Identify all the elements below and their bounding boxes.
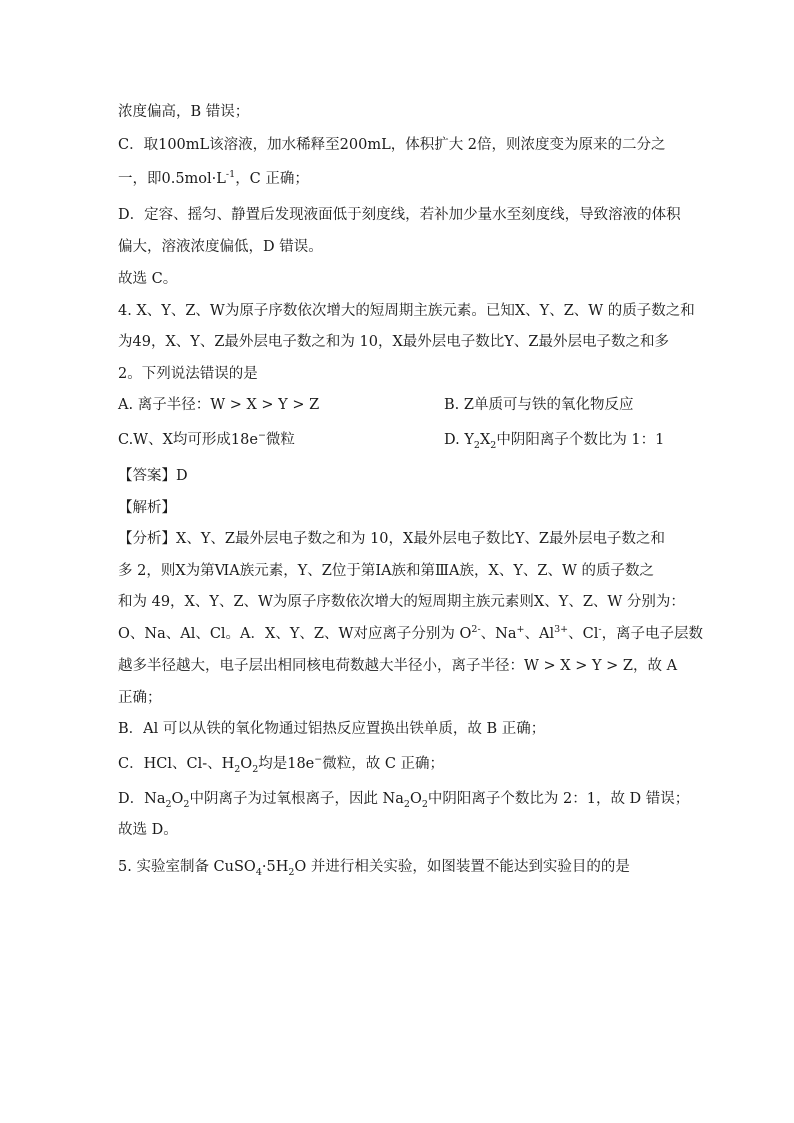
superscript: 3+ xyxy=(554,624,569,636)
text: ，C 正确； xyxy=(235,171,309,187)
text: 偏大，溶液浓度偏低，D 错误。 xyxy=(118,239,323,255)
superscript: 2- xyxy=(471,624,481,636)
subscript: 2 xyxy=(403,798,410,810)
analysis-line xyxy=(118,820,178,840)
analysis-label xyxy=(118,498,176,518)
option-a xyxy=(118,395,319,415)
subscript: 2 xyxy=(288,866,295,878)
option-b xyxy=(444,395,633,415)
text: 、Al xyxy=(524,626,555,642)
analysis-line xyxy=(118,789,689,809)
text: 、Cl xyxy=(568,626,599,642)
text: D. Y xyxy=(444,432,474,448)
text: B．Al 可以从铁的氧化物通过铝热反应置换出铁单质，故 B 正确； xyxy=(118,721,546,737)
analysis-line xyxy=(118,754,444,774)
text: 5. 实验室制备 CuSO xyxy=(118,859,256,875)
analysis-line xyxy=(118,561,654,581)
text: 中阴阳离子个数比为 1：1 xyxy=(496,432,665,448)
question-5-line xyxy=(118,857,630,877)
text: D．Na xyxy=(118,791,166,807)
text: 一，即0.5mol·L xyxy=(118,171,226,187)
subscript: 2 xyxy=(490,439,497,451)
question-4-line xyxy=(118,332,669,352)
text: 越多半径越大，电子层出相同核电荷数越大半径小，离子半径：W > X > Y > Z，故 A xyxy=(118,658,678,674)
superscript: + xyxy=(516,624,525,636)
text-line xyxy=(118,269,177,289)
text-line xyxy=(118,135,666,155)
text: 、Na xyxy=(480,626,517,642)
question-4-line xyxy=(118,364,258,384)
subscript: 2 xyxy=(165,798,172,810)
superscript: − xyxy=(314,754,323,766)
option-c xyxy=(118,430,295,450)
text: 正确； xyxy=(118,690,162,706)
text: O 并进行相关实验，如图装置不能达到实验目的的是 xyxy=(294,859,630,875)
analysis-line xyxy=(118,592,685,612)
text: 【分析】X、Y、Z最外层电子数之和为 10，X最外层电子数比Y、Z最外层电子数之和 xyxy=(118,531,665,547)
text: 为49，X、Y、Z最外层电子数之和为 10，X最外层电子数比Y、Z最外层电子数之和多 xyxy=(118,334,669,350)
text: 故选 D。 xyxy=(118,822,178,838)
text: O、Na、Al、Cl。A．X、Y、Z、W对应离子分别为 O xyxy=(118,626,472,642)
subscript: 2 xyxy=(183,798,190,810)
text: 多 2，则X为第ⅥA族元素，Y、Z位于第ⅠA族和第ⅢA族，X、Y、Z、W 的质子数之 xyxy=(118,563,654,579)
text-line xyxy=(118,102,249,122)
text: 【答案】D xyxy=(118,468,188,484)
question-4-line xyxy=(118,301,695,321)
subscript: 2 xyxy=(473,439,480,451)
text: O xyxy=(240,756,253,772)
subscript: 2 xyxy=(252,763,259,775)
text-line xyxy=(118,237,323,257)
text: 均是18e xyxy=(258,756,315,772)
text: 【解析】 xyxy=(118,500,176,516)
text: A. 离子半径：W > X > Y > Z xyxy=(118,397,320,413)
analysis-line xyxy=(118,624,703,644)
text: 4. X、Y、Z、W为原子序数依次增大的短周期主族元素。已知X、Y、Z、W 的质子数之和 xyxy=(118,303,695,319)
text: D．定容、摇匀、静置后发现液面低于刻度线，若补加少量水至刻度线，导致溶液的体积 xyxy=(118,207,681,223)
text: 和为 49，X、Y、Z、W为原子序数依次增大的短周期主族元素则X、Y、Z、W 分别为： xyxy=(118,594,685,610)
text: X xyxy=(479,432,491,448)
subscript: 2 xyxy=(421,798,428,810)
text: B. Z单质可与铁的氧化物反应 xyxy=(444,397,634,413)
analysis-line xyxy=(118,529,665,549)
text-line xyxy=(118,169,309,189)
superscript: - xyxy=(598,624,602,636)
subscript: 2 xyxy=(234,763,241,775)
text: C．HCl、Cl-、H xyxy=(118,756,235,772)
text: 故选 C。 xyxy=(118,271,178,287)
text-line xyxy=(118,205,681,225)
text: ，离子电子层数 xyxy=(601,626,704,642)
text: ·5H xyxy=(261,859,289,875)
text: O xyxy=(171,791,184,807)
text: C．取100mL该溶液，加水稀释至200mL，体积扩大 2倍，则浓度变为原来的二分之 xyxy=(118,137,666,153)
text: 2。下列说法错误的是 xyxy=(118,366,258,382)
text: O xyxy=(409,791,422,807)
text: 中阴阳离子个数比为 2：1，故 D 错误； xyxy=(427,791,690,807)
text: 微粒 xyxy=(265,432,295,448)
superscript: − xyxy=(257,430,266,442)
text: 浓度偏高，B 错误； xyxy=(118,104,250,120)
text: C.W、X均可形成18e xyxy=(118,432,258,448)
analysis-line xyxy=(118,688,162,708)
text: 中阴离子为过氧根离子，因此 Na xyxy=(189,791,404,807)
analysis-line xyxy=(118,719,545,739)
option-d xyxy=(444,430,664,450)
superscript: -1 xyxy=(225,169,236,181)
subscript: 4 xyxy=(255,866,262,878)
analysis-line xyxy=(118,656,677,676)
text: 微粒，故 C 正确； xyxy=(322,756,445,772)
answer-label xyxy=(118,466,188,486)
